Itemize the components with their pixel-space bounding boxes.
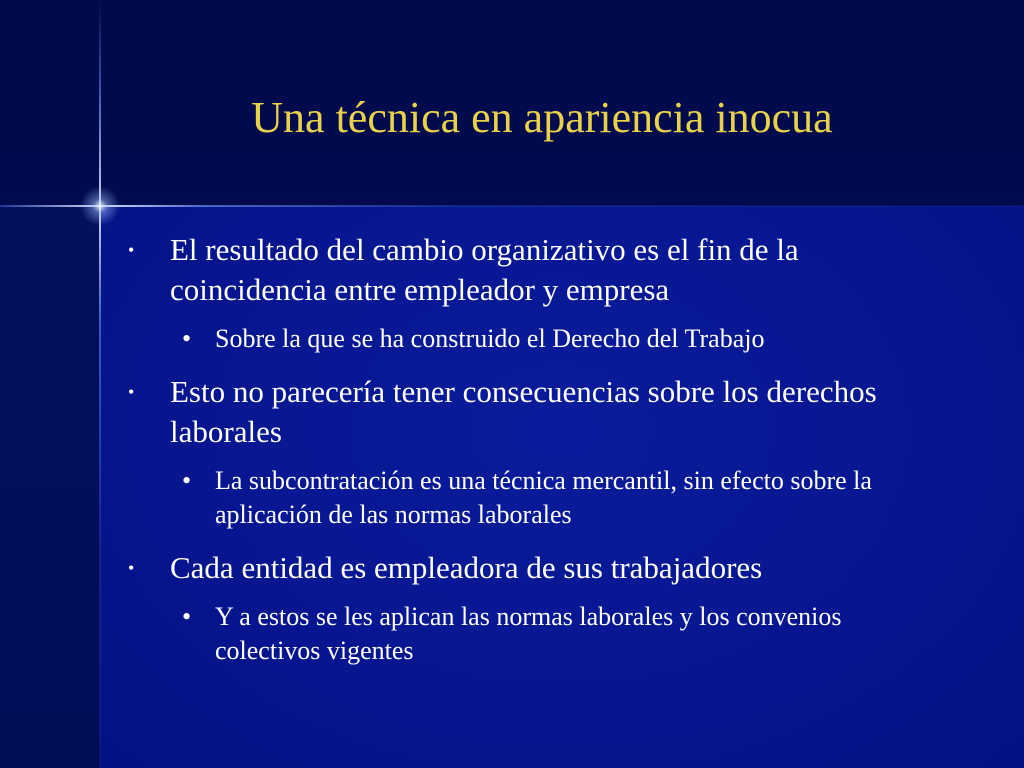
bullet-text: Esto no parecería tener consecuencias sobre los derechos laborales xyxy=(170,374,877,449)
sub-bullet-text: La subcontratación es una técnica mercantil, sin efecto sobre la aplicación de las normas laborales xyxy=(215,466,872,529)
sub-bullet-marker: • xyxy=(182,324,192,353)
sub-bullet-marker: • xyxy=(182,466,192,495)
bullet-marker: • xyxy=(128,558,135,578)
bullet-marker: • xyxy=(128,240,135,260)
bullet-marker: • xyxy=(128,382,135,402)
star-horizontal-line xyxy=(0,205,1024,207)
left-strip xyxy=(0,206,100,768)
sub-bullet-text: Sobre la que se ha construido el Derecho del Trabajo xyxy=(215,324,765,353)
slide-title: Una técnica en apariencia inocua xyxy=(251,93,833,142)
bullet-item-1 xyxy=(120,230,940,310)
bullet-item-3 xyxy=(120,548,940,588)
sub-bullet-item-3-1 xyxy=(120,600,940,668)
sub-bullet-marker: • xyxy=(182,602,192,631)
sub-bullet-text: Y a estos se les aplican las normas laborales y los convenios colectivos vigentes xyxy=(215,602,842,665)
bullet-text: El resultado del cambio organizativo es el fin de la coincidencia entre empleador y empresa xyxy=(170,232,799,307)
bullet-item-2 xyxy=(120,372,940,452)
bullet-text: Cada entidad es empleadora de sus trabajadores xyxy=(170,550,763,585)
star-glow-icon xyxy=(80,186,120,226)
sub-bullet-item-1-1 xyxy=(120,322,940,356)
bullet-list xyxy=(120,230,940,684)
sub-bullet-item-2-1 xyxy=(120,464,940,532)
